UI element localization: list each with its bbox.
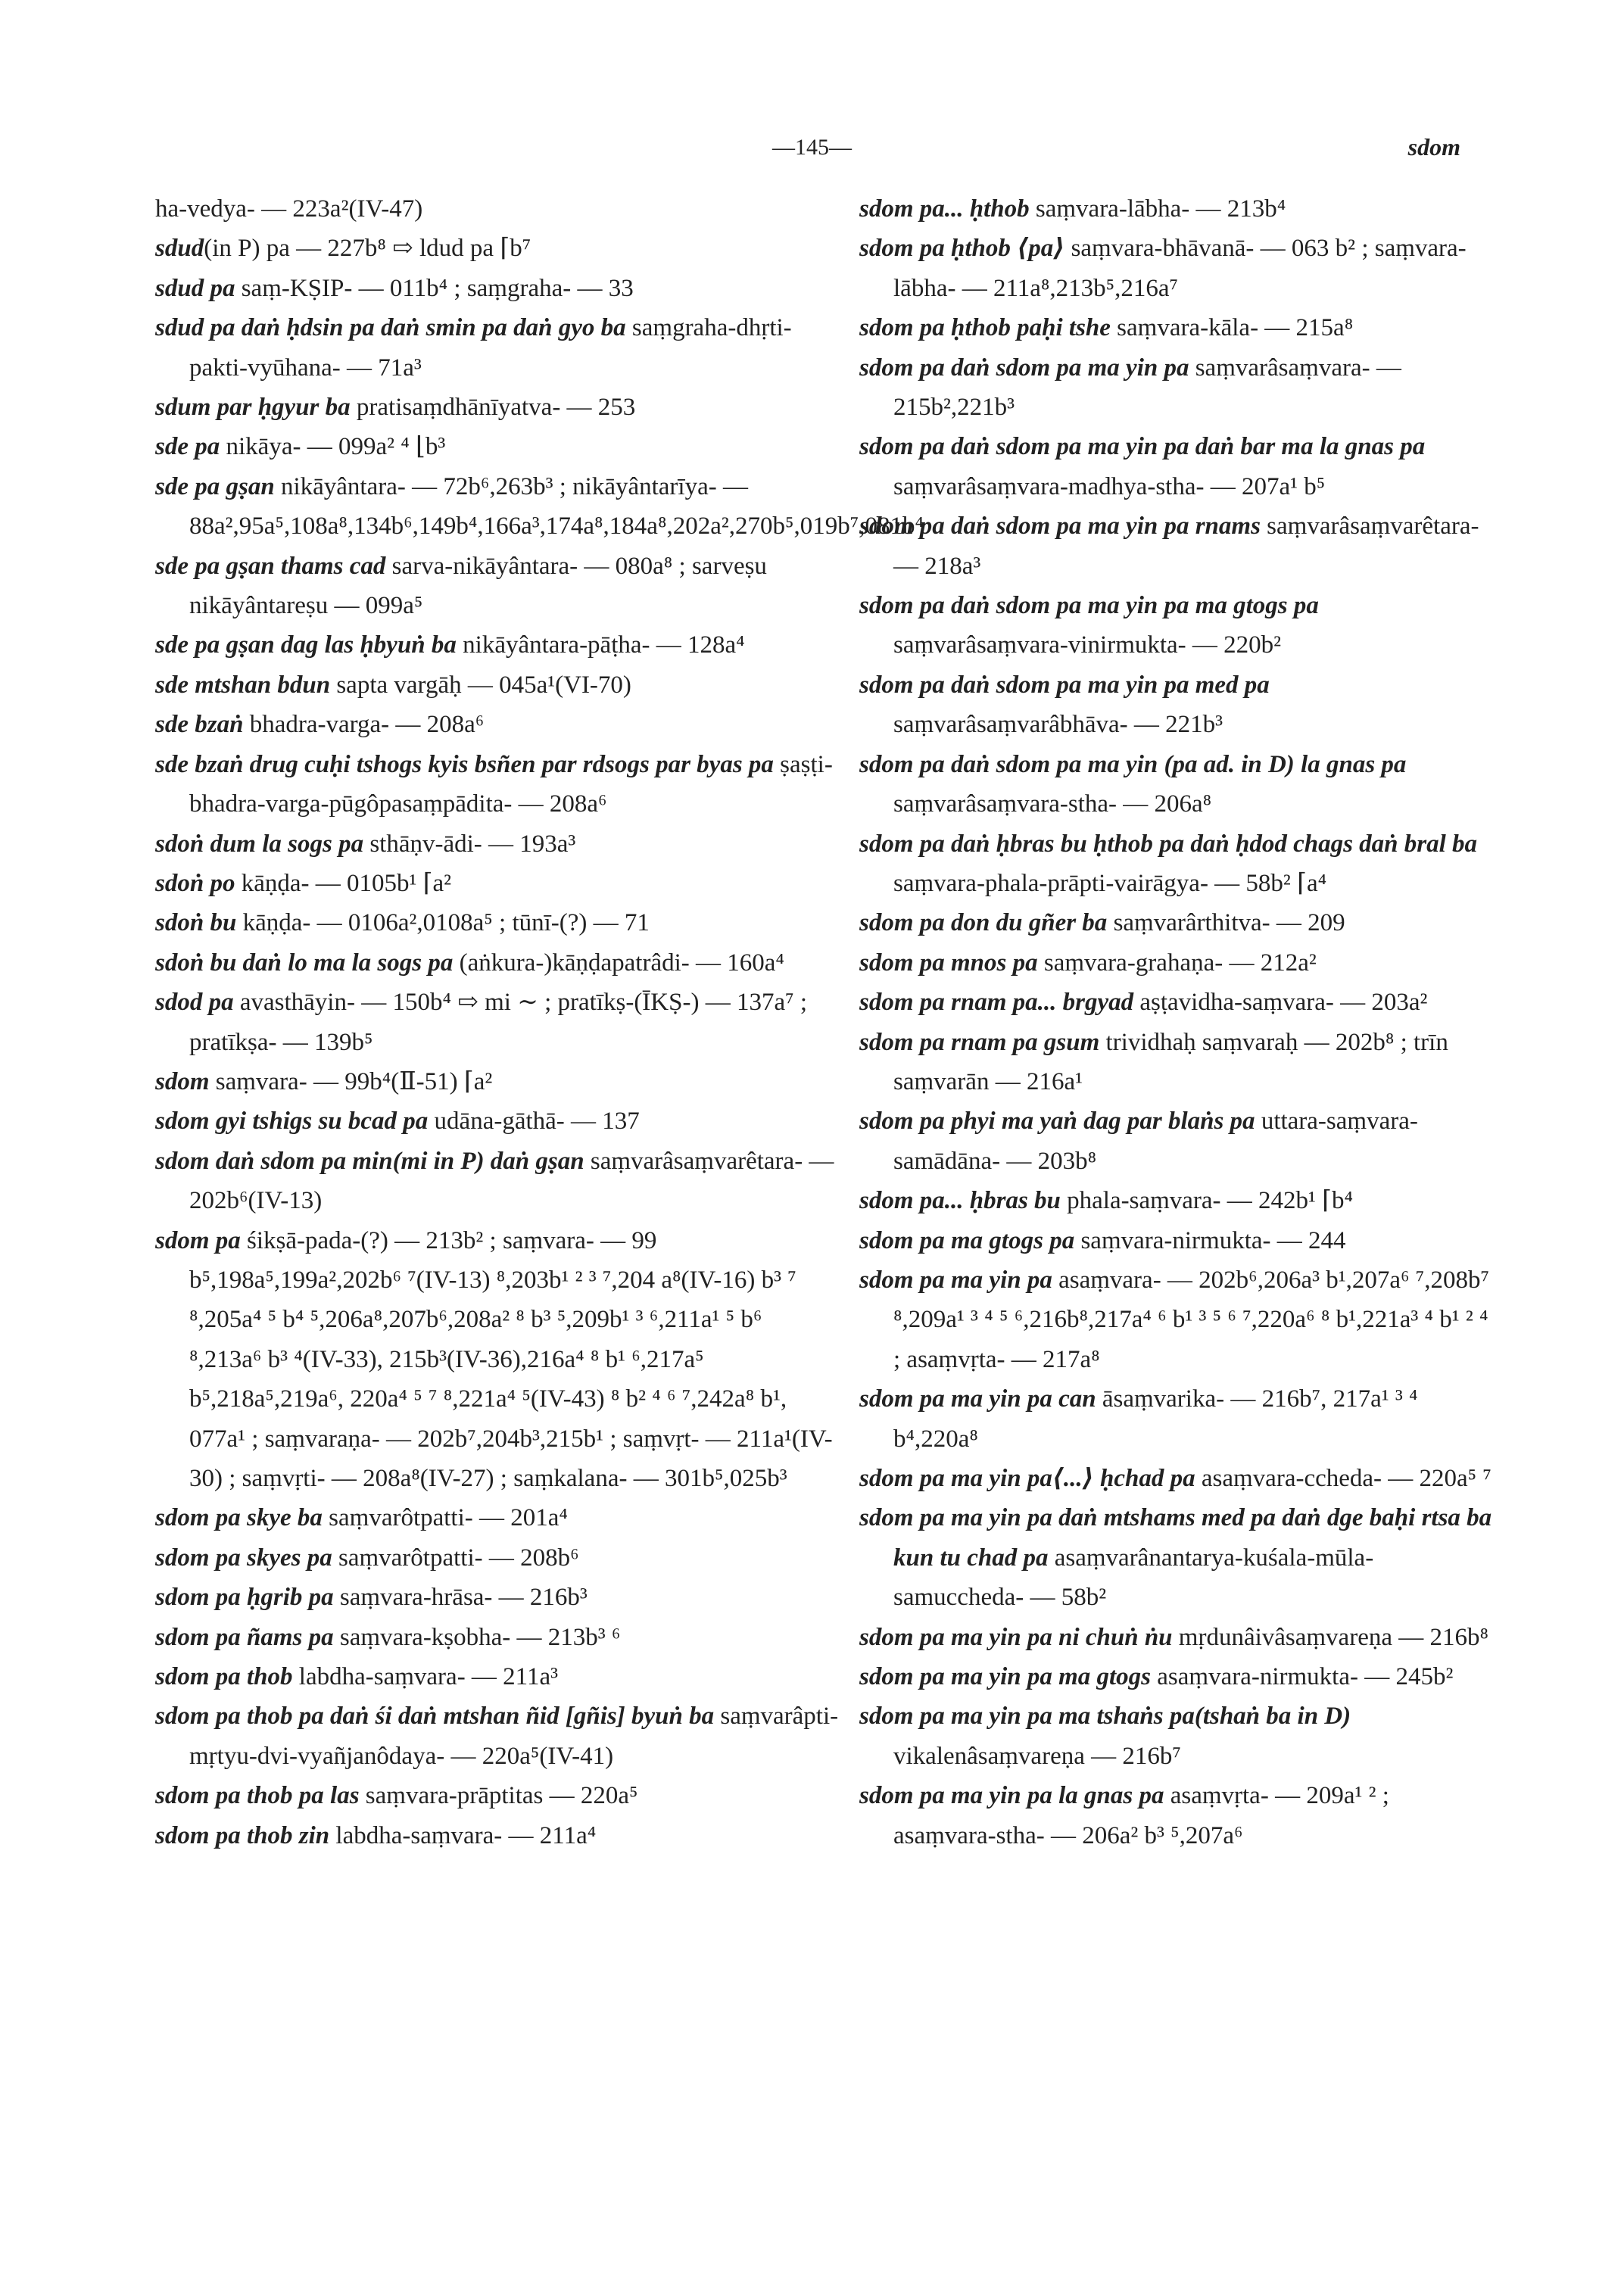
entry-gloss: saṃgraha-dhṛti-pakti-vyūhana- — 71a³ <box>189 314 792 382</box>
entry-headword: sdom pa ma yin pa ni chuṅ ṅu <box>859 1623 1173 1651</box>
entry-gloss: saṃvarârthitva- — 209 <box>1107 909 1345 937</box>
entry-gloss: saṃvara-kāla- — 215a⁸ <box>1110 314 1354 342</box>
entry-headword: sdom pa thob pa daṅ śi daṅ mtshan ñid [gñis] byuṅ ba <box>155 1703 715 1731</box>
entry-headword: sde pa gṣan thams cad <box>155 552 386 580</box>
dictionary-entry <box>155 1062 840 1101</box>
entry-gloss: asaṃvara- — 202b⁶,206a³ b¹,207a⁶ ⁷,208b⁷ ⁸,209a¹ ³ ⁴ ⁵ ⁶,216b⁸,217a⁴ ⁶ b¹ ³ ⁵ ⁶ ⁷,220a⁶ ⁸ b¹,221a³ ⁴ b¹ ² ⁴ ; asaṃvṛta- — 217a⁸ <box>893 1266 1490 1373</box>
dictionary-entry <box>155 625 840 665</box>
entry-gloss: sthāṇv-ādi- — 193a³ <box>363 830 576 858</box>
dictionary-entry <box>859 1657 1495 1696</box>
entry-headword: sdom pa ma yin pa⟨...⟩ ḥchad pa <box>859 1465 1195 1492</box>
entry-gloss: saṃvara-hrāsa- — 216b³ <box>333 1584 588 1612</box>
dictionary-entry <box>155 1101 840 1141</box>
entry-gloss: ha-vedya- — 223a²(IV-47) <box>155 195 423 223</box>
entry-gloss: nikāya- — 099a² ⁴ ⌊b³ <box>220 433 446 461</box>
dictionary-entry <box>155 864 840 903</box>
dictionary-entry <box>859 427 1495 506</box>
entry-gloss: asaṃvara-nirmukta- — 245b² <box>1151 1663 1454 1691</box>
dictionary-entry <box>155 1776 840 1815</box>
entry-gloss: asaṃvṛta- — 209a¹ ² ; asaṃvara-stha- — 206a² b³ ⁵,207a⁶ <box>893 1782 1389 1849</box>
dictionary-entry <box>859 1023 1495 1102</box>
dictionary-entry <box>859 943 1495 983</box>
entry-gloss: nikāyântara-pāṭha- — 128a⁴ <box>456 631 745 659</box>
entry-gloss: asaṃvara-ccheda- — 220a⁵ ⁷ <box>1195 1465 1492 1492</box>
page-number: —145— <box>772 135 852 160</box>
dictionary-entry <box>859 586 1495 665</box>
entry-headword: sdom pa mnos pa <box>859 949 1038 977</box>
entry-headword: sdom pa skyes pa <box>155 1544 332 1572</box>
entry-gloss: avasthāyin- — 150b⁴ ⇨ mi ∼ ; pratīkṣ-(ĪKṢ-) — 137a⁷ ; pratīkṣa- — 139b⁵ <box>189 989 808 1056</box>
entry-headword: sdom pa... ḥbras bu <box>859 1187 1061 1215</box>
entry-gloss: saṃvarôtpatti- — 201a⁴ <box>322 1504 568 1532</box>
dictionary-entry <box>859 665 1495 745</box>
dictionary-entry <box>859 745 1495 824</box>
dictionary-entry <box>859 229 1495 308</box>
entry-headword: sdoṅ dum la sogs pa <box>155 830 364 858</box>
entry-gloss: kāṇḍa- — 0105b¹ ⌈a² <box>235 869 452 897</box>
entry-headword: sdoṅ po <box>155 869 235 897</box>
dictionary-entry <box>155 1618 840 1657</box>
dictionary-entry <box>859 506 1495 586</box>
dictionary-entry <box>859 1101 1495 1181</box>
entry-headword: sdom gyi tshigs su bcad pa <box>155 1108 429 1136</box>
dictionary-entry <box>155 705 840 744</box>
entry-gloss: saṃvara-nirmukta- — 244 <box>1074 1226 1346 1254</box>
entry-headword: sdom pa daṅ sdom pa ma yin pa <box>859 354 1189 382</box>
entry-headword: sdom pa... ḥthob <box>859 195 1030 223</box>
dictionary-entry <box>859 1379 1495 1459</box>
entry-headword: sdom pa daṅ sdom pa ma yin (pa ad. in D) la gnas pa <box>859 750 1407 778</box>
entry-gloss: ṣaṣṭi-bhadra-varga-pūgôpasaṃpādita- — 208a⁶ <box>189 750 833 818</box>
entry-gloss: saṃ-KṢIP- — 011b⁴ ; saṃgraha- — 33 <box>235 274 634 302</box>
entry-headword: sde pa <box>155 433 220 461</box>
entry-gloss: udāna-gāthā- — 137 <box>428 1108 640 1136</box>
entry-headword: sde pa gṣan <box>155 472 275 500</box>
dictionary-entry <box>859 1221 1495 1260</box>
dictionary-entry <box>859 348 1495 428</box>
entry-gloss: uttara-saṃvara-samādāna- — 203b⁸ <box>893 1108 1418 1175</box>
entry-headword: sdom pa phyi ma yaṅ dag par blaṅs pa <box>859 1108 1255 1136</box>
dictionary-entry <box>155 903 840 942</box>
entry-gloss: saṃvara-phala-prāpti-vairāgya- — 58b² ⌈a⁴ <box>893 869 1327 897</box>
entry-gloss: mṛdunâivâsaṃvareṇa — 216b⁸ <box>1172 1623 1488 1651</box>
dictionary-entry <box>859 1776 1495 1855</box>
entry-gloss: saṃvara-grahaṇa- — 212a² <box>1037 949 1317 977</box>
entry-headword: sdom pa ḥthob ⟨pa⟩ <box>859 235 1065 263</box>
dictionary-entry <box>155 1538 840 1578</box>
dictionary-entry <box>155 427 840 466</box>
entry-headword: sdom pa daṅ sdom pa ma yin pa med pa <box>859 671 1270 699</box>
entry-headword: sdom pa daṅ sdom pa ma yin pa rnams <box>859 512 1261 541</box>
entry-headword: sdum par ḥgyur ba <box>155 394 351 422</box>
dictionary-entry <box>155 1578 840 1617</box>
entry-gloss: saṃvarâsaṃvara- — 215b²,221b³ <box>893 354 1401 422</box>
entry-gloss: saṃvarâsaṃvara-vinirmukta- — 220b² <box>893 631 1282 659</box>
dictionary-entry <box>859 1498 1495 1617</box>
entry-gloss: saṃvarâsaṃvarêtara- — 218a³ <box>893 512 1479 580</box>
entry-gloss: saṃvarâsaṃvarâbhāva- — 221b³ <box>893 711 1223 739</box>
entry-headword: sdom <box>155 1067 210 1095</box>
dictionary-entry <box>155 745 840 824</box>
entry-gloss: phala-saṃvara- — 242b¹ ⌈b⁴ <box>1060 1187 1354 1215</box>
entry-headword: sdom pa daṅ sdom pa ma yin pa daṅ bar ma la gnas pa <box>859 433 1426 461</box>
entry-headword: sdom pa <box>155 1226 241 1254</box>
dictionary-entry <box>155 983 840 1062</box>
dictionary-entry <box>859 1459 1495 1498</box>
entry-gloss: saṃvarâsaṃvarêtara- — 202b⁶(IV-13) <box>189 1147 834 1215</box>
entry-gloss: labdha-saṃvara- — 211a³ <box>292 1663 558 1691</box>
dictionary-entry <box>859 189 1495 229</box>
entry-headword: sdom pa daṅ ḥbras bu ḥthob pa daṅ ḥdod chags daṅ bral ba <box>859 830 1478 858</box>
entry-gloss: saṃvarâsaṃvara-madhya-stha- — 207a¹ b⁵ <box>893 472 1326 500</box>
entry-headword: sdom pa ma yin pa daṅ mtshams med pa daṅ dge baḥi rtsa ba kun tu chad pa <box>859 1504 1492 1572</box>
entry-gloss: labdha-saṃvara- — 211a⁴ <box>329 1821 597 1849</box>
dictionary-entry <box>155 943 840 983</box>
dictionary-entry <box>155 1498 840 1537</box>
dictionary-entry <box>859 1696 1495 1776</box>
entry-headword: sdud pa daṅ ḥdsin pa daṅ smin pa daṅ gyo ba <box>155 314 626 342</box>
entry-headword: sdom pa ma yin pa ma gtogs <box>859 1663 1152 1691</box>
entry-headword: sdom pa ma yin pa ma tshaṅs pa(tshaṅ ba in D) <box>859 1703 1351 1731</box>
dictionary-entry <box>859 308 1495 347</box>
entry-gloss: śikṣā-pada-(?) — 213b² ; saṃvara- — 99 b⁵,198a⁵,199a²,202b⁶ ⁷(IV-13) ⁸,203b¹ ² ³ ⁷,204 a⁸(IV-16) b³ ⁷ ⁸,205a⁴ ⁵ b⁴ ⁵,206a⁸,207b⁶,208a² ⁸ b³ ⁵,209b¹ ³ ⁶,211a¹ ⁵ b⁶ ⁸,213a⁶ b³ ⁴(IV-33), 215b³(IV-36),216a⁴ ⁸ b¹ ⁶,217a⁵ b⁵,218a⁵,219a⁶, 220a⁴ ⁵ ⁷ ⁸,221a⁴ ⁵(IV-43) ⁸ b² ⁴ ⁶ ⁷,242a⁸ b¹, 077a¹ ; saṃvaraṇa- — 202b⁷,204b³,215b¹ ; saṃvṛt- — 211a¹(IV-30) ; saṃvṛti- — 208a⁸(IV-27) ; saṃkalana- — 301b⁵,025b³ <box>189 1226 833 1492</box>
dictionary-entry <box>155 388 840 427</box>
entry-headword: sdom pa thob zin <box>155 1821 330 1849</box>
dictionary-entry <box>155 1657 840 1696</box>
entry-headword: sdom pa ḥthob paḥi tshe <box>859 314 1111 342</box>
entry-headword: sdom pa ñams pa <box>155 1623 334 1651</box>
entry-headword: sdoṅ bu <box>155 909 237 937</box>
entry-gloss: asaṃvarânantarya-kuśala-mūla-samuccheda- — 58b² <box>893 1544 1374 1612</box>
entry-headword: sdom pa thob <box>155 1663 293 1691</box>
entry-gloss: saṃvara-bhāvanā- — 063 b² ; saṃvara-lābha- — 211a⁸,213b⁵,216a⁷ <box>893 235 1467 302</box>
entry-gloss: saṃvara-lābha- — 213b⁴ <box>1029 195 1286 223</box>
entry-gloss: saṃvara- — 99b⁴(Ⅱ-51) ⌈a² <box>209 1067 493 1095</box>
dictionary-entry <box>155 1142 840 1221</box>
entry-gloss: bhadra-varga- — 208a⁶ <box>243 711 485 739</box>
dictionary-entry <box>859 824 1495 904</box>
entry-headword: sdod pa <box>155 989 234 1017</box>
dictionary-entry <box>155 189 840 229</box>
dictionary-entry <box>155 665 840 705</box>
dictionary-entry <box>155 547 840 626</box>
dictionary-entry <box>155 824 840 864</box>
dictionary-entry <box>859 983 1495 1022</box>
entry-gloss: sarva-nikāyântara- — 080a⁸ ; sarveṣu nikāyântareṣu — 099a⁵ <box>189 552 767 620</box>
right-column <box>859 189 1495 1855</box>
entry-headword: sde bzaṅ drug cuḥi tshogs kyis bsñen par rdsogs par byas pa <box>155 750 774 778</box>
entry-gloss: vikalenâsaṃvareṇa — 216b⁷ <box>893 1742 1181 1770</box>
dictionary-entry <box>155 1696 840 1776</box>
entry-headword: sde pa gṣan dag las ḥbyuṅ ba <box>155 631 457 659</box>
entry-gloss: saṃvarâsaṃvara-stha- — 206a⁸ <box>893 790 1212 818</box>
running-head: sdom <box>1407 133 1460 160</box>
entry-headword: sdom pa ma yin pa can <box>859 1385 1096 1413</box>
entry-headword: sdom pa ma gtogs pa <box>859 1226 1075 1254</box>
entry-gloss: nikāyântara- — 72b⁶,263b³ ; nikāyântarīya- — 88a²,95a⁵,108a⁸,134b⁶,149b⁴,166a³,174a⁸,184a⁸,202a²,270b⁵,019b⁷,081b⁴ <box>189 472 924 541</box>
entry-gloss: saṃvara-kṣobha- — 213b³ ⁶ <box>333 1623 621 1651</box>
entry-headword: sdom pa rnam pa... brgyad <box>859 989 1134 1017</box>
entry-headword: sdom pa daṅ sdom pa ma yin pa ma gtogs pa <box>859 592 1319 620</box>
dictionary-entry <box>155 229 840 268</box>
dictionary-entry <box>155 1221 840 1499</box>
entry-gloss: saṃvarôtpatti- — 208b⁶ <box>332 1544 579 1572</box>
dictionary-entry <box>859 1181 1495 1220</box>
dictionary-entry <box>155 467 924 547</box>
entry-gloss: aṣṭavidha-saṃvara- — 203a² <box>1133 989 1428 1017</box>
entry-gloss: saṃvarâpti-mṛtyu-dvi-vyañjanôdaya- — 220a⁵(IV-41) <box>189 1703 839 1770</box>
entry-gloss: sapta vargāḥ — 045a¹(VI-70) <box>330 671 631 699</box>
dictionary-entry <box>155 1816 840 1855</box>
dictionary-entry <box>859 1260 1495 1379</box>
entry-gloss: (in P) pa — 227b⁸ ⇨ ldud pa ⌈b⁷ <box>204 235 531 263</box>
left-column <box>155 189 924 1855</box>
entry-headword: sde mtshan bdun <box>155 671 331 699</box>
entry-headword: sdom pa thob pa las <box>155 1782 360 1810</box>
entry-headword: sdom daṅ sdom pa min(mi in P) daṅ gṣan <box>155 1147 584 1175</box>
entry-headword: sdom pa ma yin pa la gnas pa <box>859 1782 1164 1810</box>
entry-headword: sde bzaṅ <box>155 711 244 739</box>
entry-headword: sdom pa rnam pa gsum <box>859 1028 1100 1056</box>
entry-gloss: kāṇḍa- — 0106a²,0108a⁵ ; tūnī-(?) — 71 <box>236 909 650 937</box>
entry-gloss: saṃvara-prāptitas — 220a⁵ <box>359 1782 638 1810</box>
dictionary-entry <box>859 903 1495 942</box>
entry-headword: sdud pa <box>155 274 235 302</box>
entry-gloss: pratisaṃdhānīyatva- — 253 <box>350 394 636 422</box>
entry-headword: sdom pa ḥgrib pa <box>155 1584 334 1612</box>
entry-headword: sdom pa ma yin pa <box>859 1266 1052 1294</box>
entry-headword: sdom pa skye ba <box>155 1504 323 1532</box>
entry-gloss: āsaṃvarika- — 216b⁷, 217a¹ ³ ⁴ b⁴,220a⁸ <box>893 1385 1418 1453</box>
dictionary-entry <box>155 269 840 308</box>
entry-gloss: trividhaḥ saṃvaraḥ — 202b⁸ ; trīn saṃvarān — 216a¹ <box>893 1028 1448 1095</box>
entry-gloss: (aṅkura-)kāṇḍapatrâdi- — 160a⁴ <box>453 949 784 977</box>
entry-headword: sdom pa don du gñer ba <box>859 909 1108 937</box>
entry-headword: sdoṅ bu daṅ lo ma la sogs pa <box>155 949 454 977</box>
entry-headword: sdud <box>155 235 204 263</box>
dictionary-entry <box>859 1618 1495 1657</box>
dictionary-entry <box>155 308 840 388</box>
